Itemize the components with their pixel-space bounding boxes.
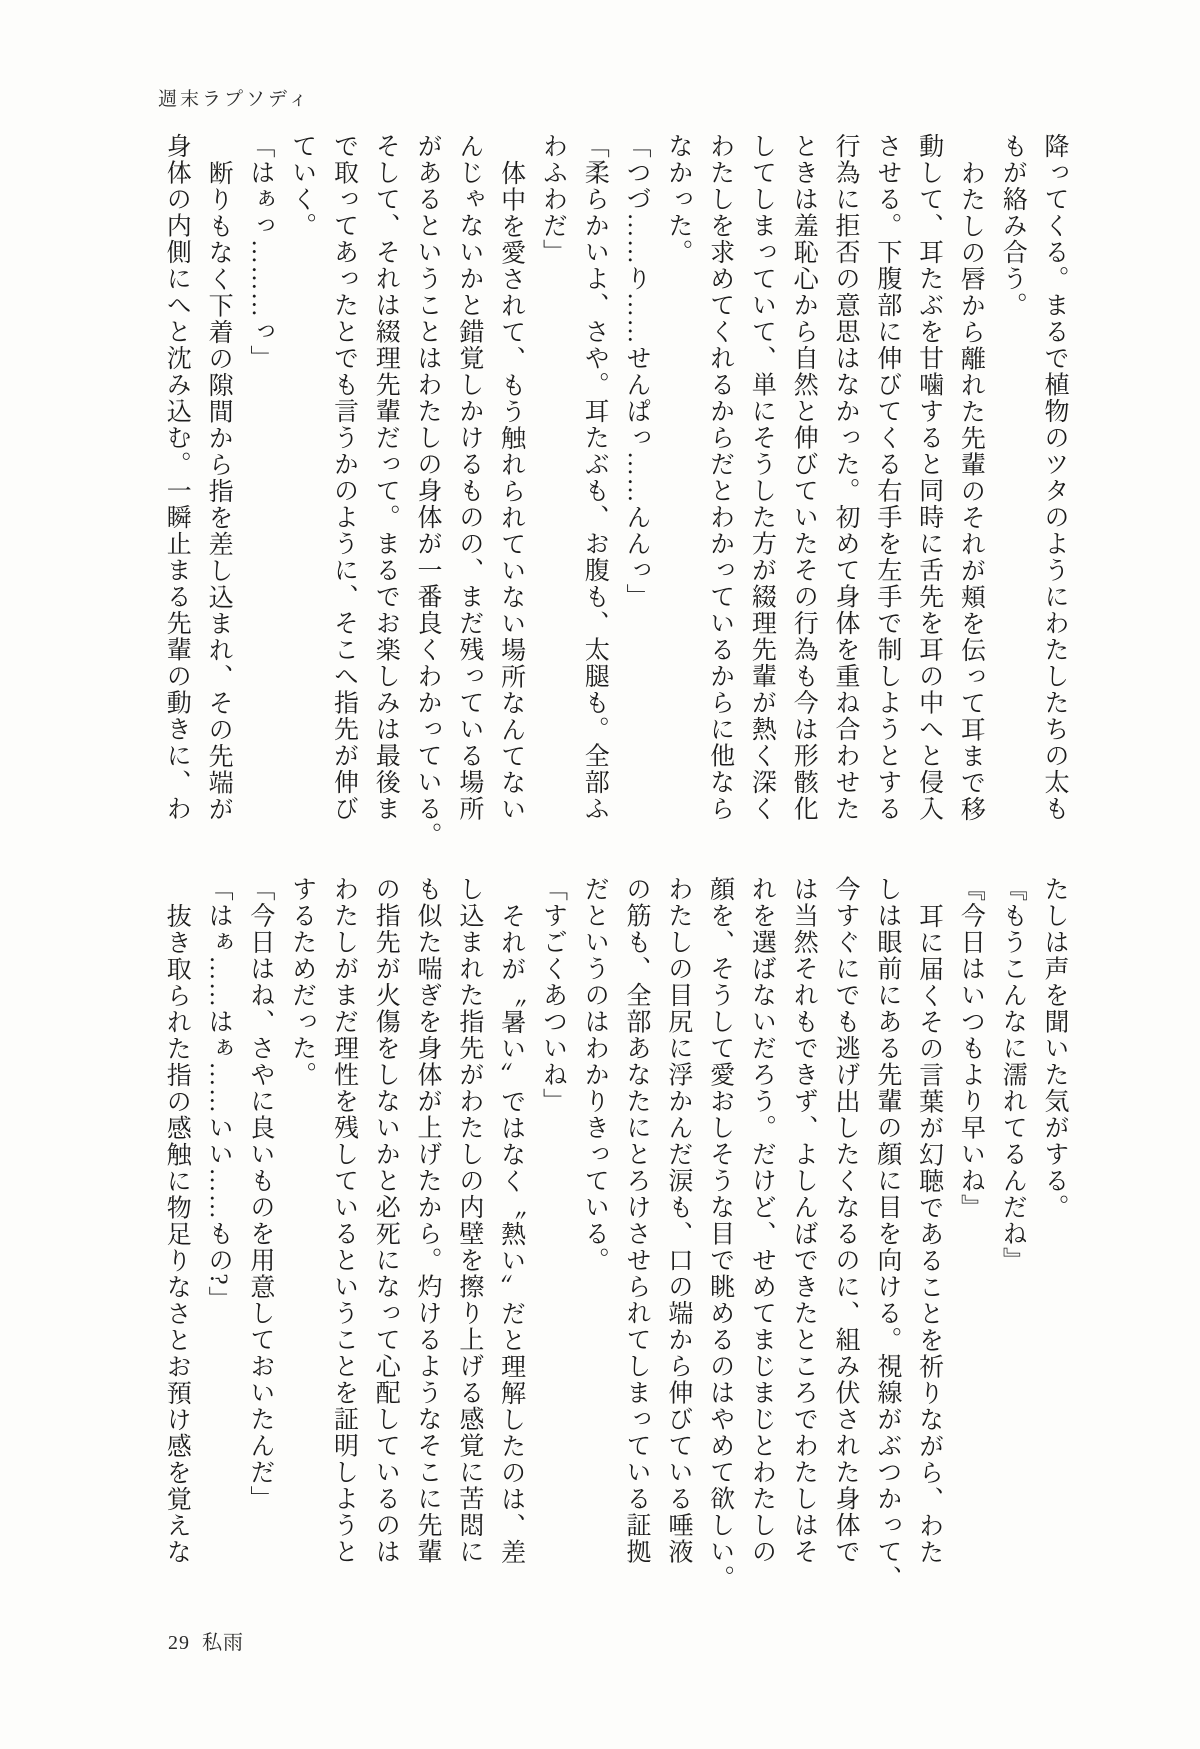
footer-running-title: 私雨 [202,1632,244,1654]
text-column: も似た喘ぎを身体が上げたから。灼けるようなそこに先輩 [414,876,442,1565]
text-column: 「はぁ……はぁ……いい……もの?」 [205,876,233,1313]
text-column: してしまっていて、単にそうした方が綴理先輩が熱く深く [748,133,776,822]
text-column: の筋も、全部あなたにとろけさせられてしまっている証拠 [623,876,651,1565]
text-column: し込まれた指先がわたしの内壁を擦り上げる感覚に苦悶に [455,876,483,1565]
text-column: 動して、耳たぶを甘噛すると同時に舌先を耳の中へと侵入 [915,133,943,822]
text-column: だというのはわかりきっている。 [581,876,609,1274]
text-column: 「今日はね、さやに良いものを用意しておいたんだ」 [246,876,274,1512]
text-column: なかった。 [664,133,692,266]
text-column: 『もうこんなに濡れてるんだね』 [999,876,1027,1274]
text-column: 降ってくる。まるで植物のツタのようにわたしたちの太も [1041,133,1068,822]
text-column: 顔を、そうして愛おしそうな目で眺めるのはやめて欲しい。 [706,876,734,1592]
text-block-top [155,133,1075,847]
text-column: れを選ばないだろう。だけど、せめてまじまじとわたしの [748,876,776,1565]
page-number: 29 [168,1632,190,1654]
text-column: 「はぁっ………っ」 [246,133,274,372]
text-column: 断りもなく下着の隙間から指を差し込まれ、その先端が [205,159,233,822]
text-block-bottom [155,876,1075,1626]
text-column: 体中を愛されて、もう触れられていない場所なんてない [497,159,525,822]
text-column: があるということはわたしの身体が一番良くわかっている。 [414,133,442,849]
text-column: わたしを求めてくれるからだとわかっているからに他なら [706,133,734,822]
text-column: しは眼前にある先輩の顔に目を向ける。視線がぶつかって、 [873,876,901,1592]
text-column: 今すぐにでも逃げ出したくなるのに、組み伏された身体で [832,876,860,1565]
text-column: わふわだ」 [539,133,567,266]
text-column: そして、それは綴理先輩だって。まるでお楽しみは最後ま [372,133,400,822]
text-column: の指先が火傷をしないかと必死になって心配しているのは [372,876,400,1565]
running-header: 週末ラプソディ [158,89,311,110]
text-column: で取ってあったとでも言うかのように、そこへ指先が伸び [330,133,358,822]
text-column: 「柔らかいよ、さや。耳たぶも、お腹も、太腿も。全部ふ [581,133,609,822]
text-column: 身体の内側にへと沈み込む。一瞬止まる先輩の動きに、わ [163,133,191,822]
text-column: させる。下腹部に伸びてくる右手を左手で制しようとする [873,133,901,822]
text-column: ていく。 [288,133,316,239]
text-column: たしは声を聞いた気がする。 [1041,876,1068,1221]
text-column: わたしの目尻に浮かんだ涙も、口の端から伸びている唾液 [664,876,692,1565]
text-column: 行為に拒否の意思はなかった。初めて身体を重ね合わせた [832,133,860,822]
text-column: それが〝暑い〟ではなく〝熱い〟だと理解したのは、差 [497,902,525,1565]
text-column: するためだった。 [288,876,316,1088]
text-column: 耳に届くその言葉が幻聴であることを祈りながら、わた [915,902,943,1565]
text-column: んじゃないかと錯覚しかけるものの、まだ残っている場所 [455,133,483,822]
text-column: 『今日はいつもより早いね』 [957,876,985,1221]
text-column: もが絡み合う。 [999,133,1027,319]
text-column: わたしの唇から離れた先輩のそれが頬を伝って耳まで移 [957,159,985,822]
text-column: 「すごくあついね」 [539,876,567,1115]
text-column: わたしがまだ理性を残しているということを証明しようと [330,876,358,1565]
page-footer [168,1626,244,1655]
text-column: 「つづ……り……せんぱっ……んんっ」 [623,133,651,610]
text-column: ときは羞恥心から自然と伸びていたその行為も今は形骸化 [790,133,818,822]
text-column: は当然それもできず、よしんばできたところでわたしはそ [790,876,818,1565]
text-column: 抜き取られた指の感触に物足りなさとお預け感を覚えな [163,902,191,1565]
